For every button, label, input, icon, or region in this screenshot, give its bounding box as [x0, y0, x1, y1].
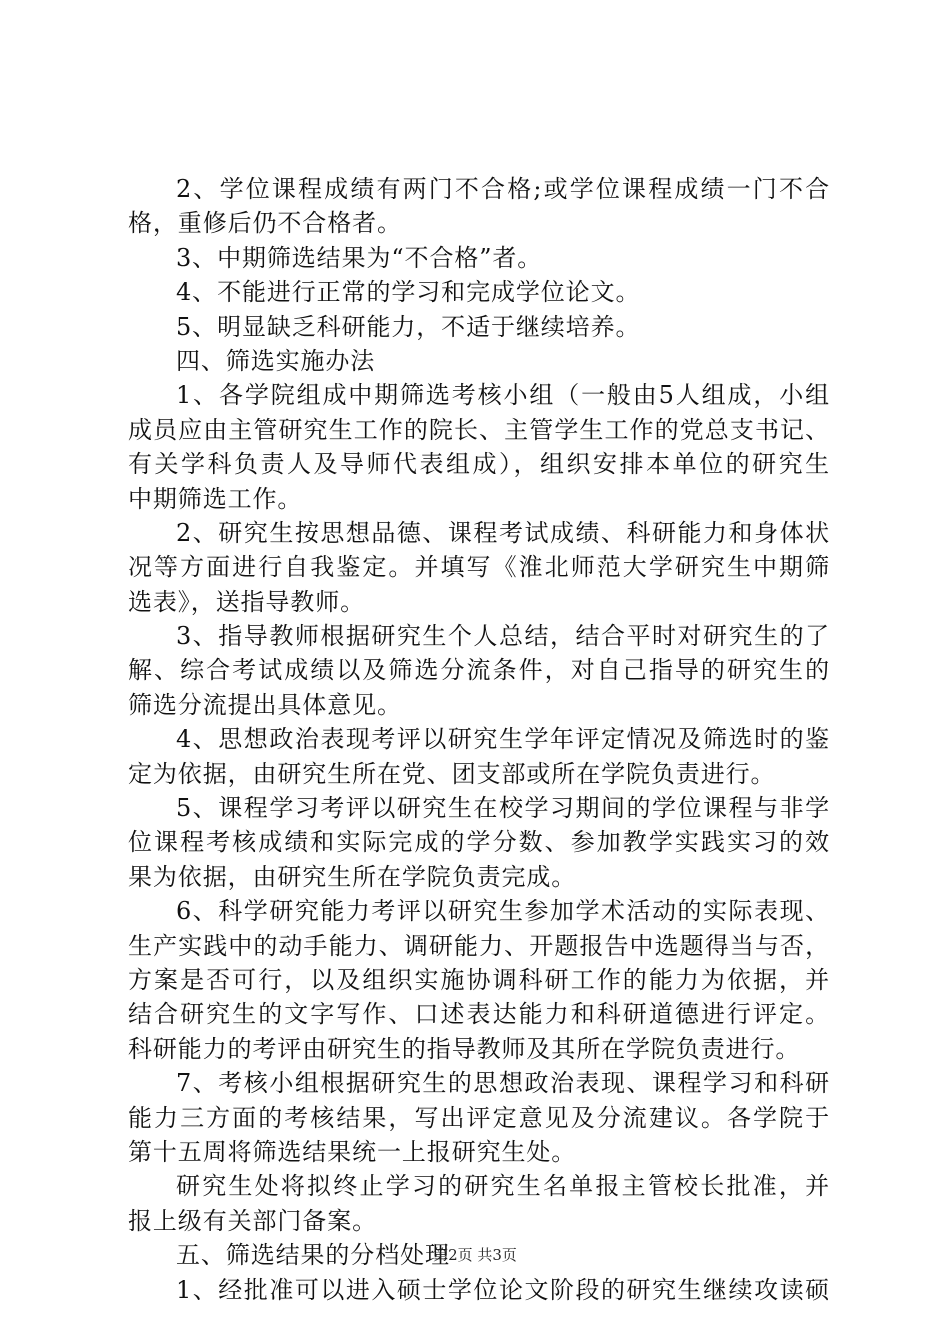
text-line: 5、明显缺乏科研能力，不适于继续培养。 [176, 312, 641, 341]
text-line: 四、筛选实施办法 [176, 346, 376, 375]
text-line: 3、中期筛选结果为“不合格”者。 [176, 243, 543, 272]
text-line: 五、筛选结果的分档处理 [176, 1241, 450, 1270]
text-line: 选表》，送指导教师。 [128, 587, 365, 616]
text-line: 格，重修后仍不合格者。 [128, 209, 402, 238]
text-line: 第十五周将筛选结果统一上报研究生处。 [128, 1137, 577, 1166]
text-line: 报上级有关部门备案。 [128, 1206, 377, 1235]
text-line: 研究生处将拟终止学习的研究生名单报主管校长批准，并 [176, 1172, 830, 1201]
text-line: 结合研究生的文字写作、口述表达能力和科研道德进行评定。 [128, 1000, 830, 1029]
text-line: 1、各学院组成中期筛选考核小组（一般由5人组成，小组 [176, 381, 830, 410]
text-line: 生产实践中的动手能力、调研能力、开题报告中选题得当与否， [128, 931, 830, 960]
text-line: 1、经批准可以进入硕士学位论文阶段的研究生继续攻读硕 [176, 1275, 830, 1304]
text-line: 科研能力的考评由研究生的指导教师及其所在学院负责进行。 [128, 1034, 801, 1063]
text-line: 3、指导教师根据研究生个人总结，结合平时对研究生的了 [176, 622, 830, 651]
text-line: 有关学科负责人及导师代表组成），组织安排本单位的研究生 [128, 450, 830, 479]
text-line: 成员应由主管研究生工作的院长、主管学生工作的党总支书记、 [128, 415, 830, 444]
text-line: 方案是否可行，以及组织实施协调科研工作的能力为依据，并 [128, 965, 830, 994]
text-line: 7、考核小组根据研究生的思想政治表现、课程学习和科研 [176, 1069, 830, 1098]
text-line: 位课程考核成绩和实际完成的学分数、参加教学实践实习的效 [128, 828, 830, 857]
text-line: 2、研究生按思想品德、课程考试成绩、科研能力和身体状 [176, 518, 830, 547]
text-line: 果为依据，由研究生所在学院负责完成。 [128, 862, 577, 891]
text-line: 筛选分流提出具体意见。 [128, 690, 402, 719]
text-line: 中期筛选工作。 [128, 484, 303, 513]
text-line: 6、科学研究能力考评以研究生参加学术活动的实际表现、 [176, 897, 830, 926]
text-line: 5、课程学习考评以研究生在校学习期间的学位课程与非学 [176, 794, 830, 823]
text-line: 解、综合考试成绩以及筛选分流条件，对自己指导的研究生的 [128, 656, 830, 685]
text-line: 2、学位课程成绩有两门不合格;或学位课程成绩一门不合 [176, 175, 830, 203]
text-line: 能力三方面的考核结果，写出评定意见及分流建议。各学院于 [128, 1103, 830, 1132]
text-line: 况等方面进行自我鉴定。并填写《淮北师范大学研究生中期筛 [128, 553, 830, 582]
text-line: 4、不能进行正常的学习和完成学位论文。 [176, 278, 641, 307]
text-line: 4、思想政治表现考评以研究生学年评定情况及筛选时的鉴 [176, 725, 830, 754]
page-footer: 第2页 共3页 [433, 1246, 517, 1264]
document-body [128, 172, 830, 1307]
text-line: 定为依据，由研究生所在党、团支部或所在学院负责进行。 [128, 759, 776, 788]
